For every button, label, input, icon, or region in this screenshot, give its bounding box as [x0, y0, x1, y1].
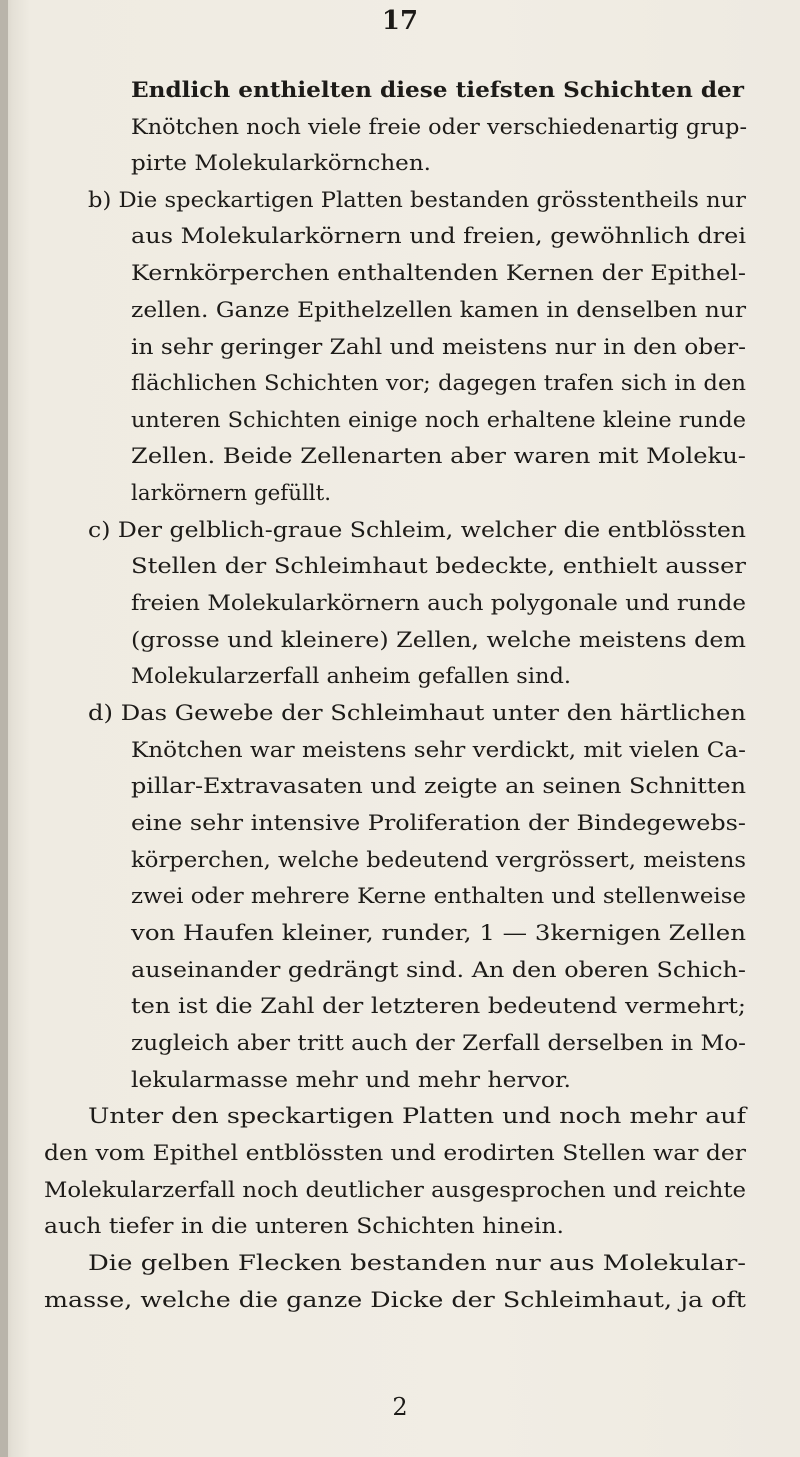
- text-line: zugleich aber tritt auch der Zerfall derselben in Mo-: [131, 1031, 746, 1056]
- text-line: aus Molekularkörnern und freien, gewöhnlich drei: [131, 224, 746, 249]
- text-line: d) Das Gewebe der Schleimhaut unter den härtlichen: [88, 701, 746, 726]
- text-line: zwei oder mehrere Kerne enthalten und stellenweise: [131, 884, 746, 909]
- text-line: Die gelben Flecken bestanden nur aus Molekular-: [88, 1251, 746, 1276]
- text-line: Stellen der Schleimhaut bedeckte, enthielt ausser: [131, 554, 746, 579]
- text-line: c) Der gelblich-graue Schleim, welcher die entblössten: [88, 518, 746, 543]
- text-line: eine sehr intensive Proliferation der Bindegewebs-: [131, 811, 746, 836]
- signature-mark: 2: [392, 1393, 408, 1421]
- text-line: in sehr geringer Zahl und meistens nur in den ober-: [131, 335, 746, 360]
- text-line: körperchen, welche bedeutend vergrössert, meistens: [131, 848, 746, 873]
- text-line: (grosse und kleinere) Zellen, welche meistens dem: [131, 628, 746, 653]
- text-line: Endlich enthielten diese tiefsten Schichten der: [131, 78, 744, 103]
- text-line: freien Molekularkörnern auch polygonale und runde: [131, 591, 746, 616]
- text-line: auseinander gedrängt sind. An den oberen Schich-: [131, 958, 746, 983]
- text-line: masse, welche die ganze Dicke der Schleimhaut, ja oft: [44, 1288, 746, 1313]
- text-line: unteren Schichten einige noch erhaltene kleine runde: [131, 408, 746, 433]
- text-line: larkörnern gefüllt.: [131, 481, 331, 506]
- text-line: den vom Epithel entblössten und erodirten Stellen war der: [44, 1141, 746, 1166]
- text-line: ten ist die Zahl der letzteren bedeutend vermehrt;: [131, 994, 746, 1019]
- text-line: b) Die speckartigen Platten bestanden grösstentheils nur: [88, 188, 746, 213]
- text-line: zellen. Ganze Epithelzellen kamen in denselben nur: [131, 298, 746, 323]
- text-line: Knötchen war meistens sehr verdickt, mit vielen Ca-: [131, 738, 746, 763]
- text-line: Kernkörperchen enthaltenden Kernen der Epithel-: [131, 261, 746, 286]
- text-line: Zellen. Beide Zellenarten aber waren mit Moleku-: [131, 444, 746, 469]
- text-line: Molekularzerfall anheim gefallen sind.: [131, 664, 571, 689]
- page-number: 17: [381, 6, 419, 36]
- text-line: von Haufen kleiner, runder, 1 — 3kernigen Zellen: [131, 921, 746, 946]
- text-line: pirte Molekularkörnchen.: [131, 151, 431, 176]
- text-line: flächlichen Schichten vor; dagegen trafen sich in den: [131, 371, 746, 396]
- text-line: Knötchen noch viele freie oder verschiedenartig grup-: [131, 115, 747, 140]
- text-line: lekularmasse mehr und mehr hervor.: [131, 1068, 571, 1093]
- page-edge-shadow: [0, 0, 8, 1457]
- text-line: Molekularzerfall noch deutlicher ausgesprochen und reichte: [44, 1178, 746, 1203]
- text-line: auch tiefer in die unteren Schichten hinein.: [44, 1214, 564, 1239]
- text-line: pillar-Extravasaten und zeigte an seinen Schnitten: [131, 774, 746, 799]
- text-line: Unter den speckartigen Platten und noch mehr auf: [88, 1104, 746, 1129]
